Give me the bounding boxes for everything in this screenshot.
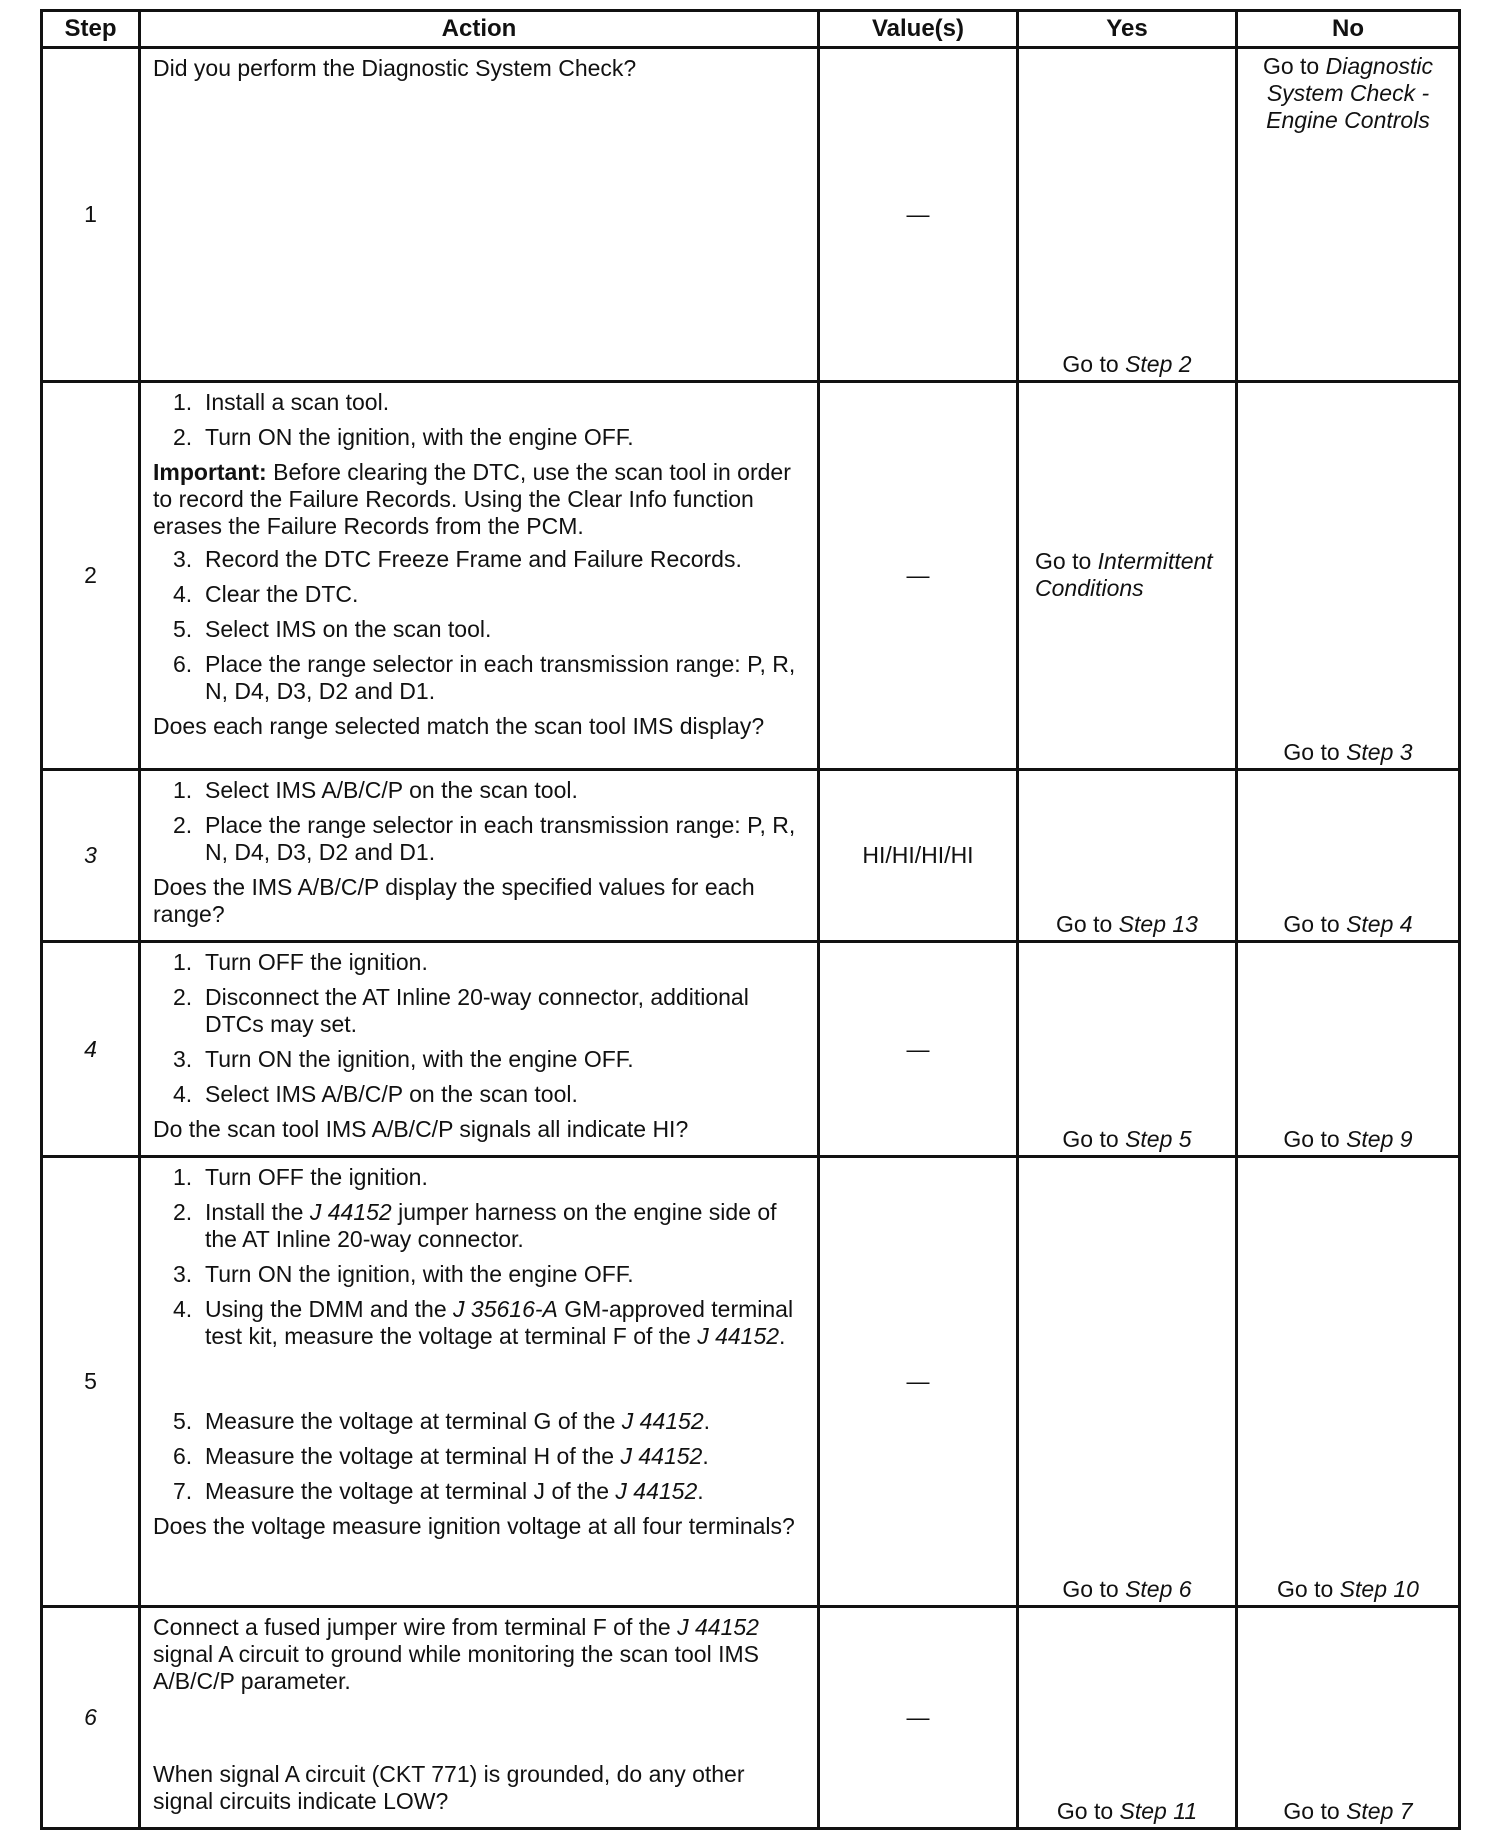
table-row-step-2 <box>42 382 1460 770</box>
yes-target: Step 5 <box>1125 1126 1192 1152</box>
no-cell: Go to Step 7 <box>1237 1607 1460 1829</box>
value-cell: — <box>819 382 1018 770</box>
tool-reference: J 44152 <box>615 1478 698 1504</box>
action-list <box>153 389 809 451</box>
list-item: 2. Install the J 44152 jumper harness on the engine side of the AT Inline 20-way connector. <box>173 1199 777 1252</box>
action-cell <box>140 1157 819 1607</box>
no-cell: Go to Diagnostic System Check - Engine Controls <box>1237 48 1460 382</box>
table-row-step-3 <box>42 770 1460 942</box>
yes-target: Intermittent Conditions <box>1035 547 1213 601</box>
list-item: 3. Turn ON the ignition, with the engine OFF. <box>173 1046 634 1072</box>
list-item: 2. Turn ON the ignition, with the engine OFF. <box>173 424 634 450</box>
action-list <box>153 546 809 705</box>
header-no: No <box>1237 11 1460 48</box>
no-target: Step 9 <box>1346 1126 1413 1152</box>
action-question: Does the IMS A/B/C/P display the specified values for each range? <box>153 874 755 927</box>
list-item: 4. Using the DMM and the J 35616-A GM-approved terminal test kit, measure the voltage at terminal F of the J 44152. <box>173 1296 794 1349</box>
yes-cell: Go to Step 6 <box>1018 1157 1237 1607</box>
list-item: 1. Turn OFF the ignition. <box>173 949 428 975</box>
list-item: 2. Disconnect the AT Inline 20-way connector, additional DTCs may set. <box>173 984 749 1037</box>
list-item: 1. Select IMS A/B/C/P on the scan tool. <box>173 777 578 803</box>
yes-target: Step 13 <box>1118 911 1198 937</box>
no-target: Step 7 <box>1346 1798 1413 1824</box>
action-list <box>153 1164 809 1350</box>
list-item: 4. Clear the DTC. <box>173 581 359 607</box>
yes-target: Step 6 <box>1125 1576 1192 1602</box>
step-number: 1 <box>42 48 140 382</box>
diagnostic-table <box>40 9 1461 1830</box>
list-item: 1. Install a scan tool. <box>173 389 390 415</box>
table-row-step-6 <box>42 1607 1460 1829</box>
table-row-step-1 <box>42 48 1460 382</box>
action-cell <box>140 48 819 382</box>
header-action: Action <box>140 11 819 48</box>
action-list <box>153 1408 809 1505</box>
no-cell: Go to Step 3 <box>1237 382 1460 770</box>
step-number: 2 <box>42 382 140 770</box>
action-question: When signal A circuit (CKT 771) is grounded, do any other signal circuits indicate LOW? <box>153 1761 745 1814</box>
value-cell: — <box>819 1157 1018 1607</box>
yes-cell: Go to Step 11 <box>1018 1607 1237 1829</box>
yes-cell: Go to Intermittent Conditions <box>1018 382 1237 770</box>
header-values: Value(s) <box>819 11 1018 48</box>
no-target: Step 10 <box>1339 1576 1419 1602</box>
yes-target: Step 11 <box>1119 1798 1198 1824</box>
yes-cell: Go to Step 13 <box>1018 770 1237 942</box>
value-cell: — <box>819 1607 1018 1829</box>
action-cell <box>140 382 819 770</box>
action-list <box>153 777 809 866</box>
tool-reference: J 35616-A <box>453 1296 558 1322</box>
no-target: Step 3 <box>1346 739 1413 765</box>
list-item: 7. Measure the voltage at terminal J of the J 44152. <box>173 1478 704 1504</box>
important-note: Important: Before clearing the DTC, use the scan tool in order to record the Failure Records. Using the Clear Info function erases the Failure Records from the PCM. <box>153 459 791 539</box>
action-cell <box>140 770 819 942</box>
table-row-step-5 <box>42 1157 1460 1607</box>
action-cell <box>140 942 819 1157</box>
tool-reference: J 44152 <box>620 1443 703 1469</box>
list-item: 6. Measure the voltage at terminal H of the J 44152. <box>173 1443 709 1469</box>
tool-reference: J 44152 <box>697 1323 780 1349</box>
step-number: 5 <box>42 1157 140 1607</box>
step-number: 3 <box>42 770 140 942</box>
yes-target: Step 2 <box>1125 351 1192 377</box>
list-item: 3. Turn ON the ignition, with the engine OFF. <box>173 1261 634 1287</box>
step-number: 6 <box>42 1607 140 1829</box>
tool-reference: J 44152 <box>677 1614 759 1640</box>
list-item: 1. Turn OFF the ignition. <box>173 1164 428 1190</box>
value-cell: — <box>819 942 1018 1157</box>
no-cell: Go to Step 10 <box>1237 1157 1460 1607</box>
tool-reference: J 44152 <box>309 1199 392 1225</box>
action-list <box>153 949 809 1108</box>
header-row <box>42 11 1460 48</box>
list-item: 5. Measure the voltage at terminal G of the J 44152. <box>173 1408 711 1434</box>
list-item: 3. Record the DTC Freeze Frame and Failure Records. <box>173 546 742 572</box>
header-yes: Yes <box>1018 11 1237 48</box>
yes-cell: Go to Step 2 <box>1018 48 1237 382</box>
header-step: Step <box>42 11 140 48</box>
no-cell: Go to Step 4 <box>1237 770 1460 942</box>
action-question: Does the voltage measure ignition voltage at all four terminals? <box>153 1513 795 1539</box>
action-question: Did you perform the Diagnostic System Check? <box>153 55 637 81</box>
action-question: Does each range selected match the scan tool IMS display? <box>153 713 765 739</box>
value-cell: — <box>819 48 1018 382</box>
value-cell: HI/HI/HI/HI <box>819 770 1018 942</box>
action-instruction: Connect a fused jumper wire from terminal F of the J 44152 signal A circuit to ground while monitoring the scan tool IMS A/B/C/P parameter. <box>153 1614 759 1694</box>
no-target: Diagnostic System Check - Engine Controls <box>1266 53 1434 133</box>
no-target: Step 4 <box>1346 911 1413 937</box>
table-row-step-4 <box>42 942 1460 1157</box>
list-item: 4. Select IMS A/B/C/P on the scan tool. <box>173 1081 578 1107</box>
list-item: 2. Place the range selector in each transmission range: P, R, N, D4, D3, D2 and D1. <box>173 812 796 865</box>
action-cell <box>140 1607 819 1829</box>
list-item: 5. Select IMS on the scan tool. <box>173 616 492 642</box>
action-question: Do the scan tool IMS A/B/C/P signals all indicate HI? <box>153 1116 689 1142</box>
list-item: 6. Place the range selector in each transmission range: P, R, N, D4, D3, D2 and D1. <box>173 651 796 704</box>
yes-cell: Go to Step 5 <box>1018 942 1237 1157</box>
tool-reference: J 44152 <box>621 1408 704 1434</box>
no-cell: Go to Step 9 <box>1237 942 1460 1157</box>
step-number: 4 <box>42 942 140 1157</box>
